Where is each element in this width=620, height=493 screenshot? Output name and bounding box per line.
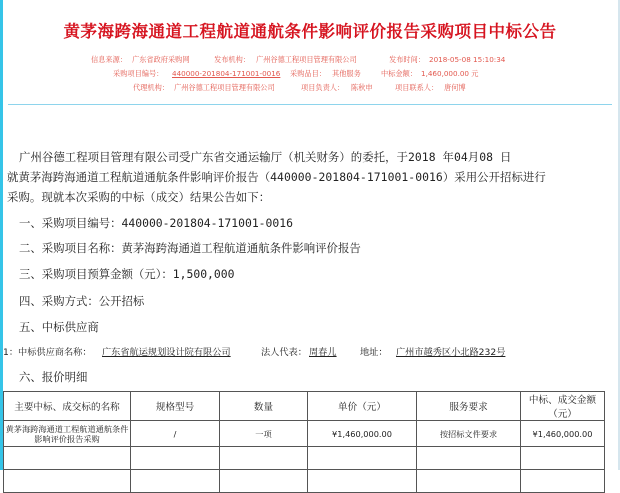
table-row — [4, 470, 605, 493]
col-header-service: 服务要求 — [417, 392, 521, 421]
table-cell: / — [131, 421, 220, 447]
agency-label: 代理机构： — [133, 83, 169, 92]
table-header-row — [4, 392, 605, 421]
table-cell: 黄茅海跨海通道工程航道通航条件影响评价报告采购 — [4, 421, 131, 447]
table-cell: 按招标文件要求 — [417, 421, 521, 447]
table-cell — [220, 447, 308, 470]
header-divider — [8, 104, 612, 105]
supplier-addr-label: 地址： — [360, 347, 388, 358]
item-quote-heading: 六、报价明细 — [19, 370, 88, 384]
supplier-rep: 周春儿 — [309, 347, 337, 358]
table-cell — [521, 470, 605, 493]
publisher-label: 发布机构： — [214, 55, 250, 64]
supplier-name-label: 1：中标供应商名称： — [3, 347, 92, 358]
table-cell — [131, 470, 220, 493]
publish-time-value: 2018-05-08 15:10:34 — [429, 55, 506, 64]
table-cell — [4, 447, 131, 470]
table-cell — [417, 470, 521, 493]
col-header-unit-price: 单价（元） — [308, 392, 417, 421]
table-row — [4, 447, 605, 470]
table-row — [4, 421, 605, 447]
col-header-spec: 规格型号 — [131, 392, 220, 421]
table-cell — [417, 447, 521, 470]
supplier-rep-label: 法人代表： — [261, 347, 307, 358]
table-cell — [4, 470, 131, 493]
manager-label: 项目负责人： — [301, 83, 345, 92]
agency-value: 广州谷德工程项目管理有限公司 — [174, 83, 275, 92]
amount-value: 1,460,000.00 元 — [421, 69, 479, 78]
supplier-addr: 广州市越秀区小北路232号 — [396, 347, 506, 358]
item-winner-heading: 五、中标供应商 — [19, 320, 99, 334]
item-budget: 三、采购项目预算金额（元）：1,500,000 — [19, 267, 235, 281]
item-method: 四、采购方式：公开招标 — [19, 294, 145, 308]
info-source-value: 广东省政府采购网 — [132, 55, 190, 64]
publish-time-label: 发布时间： — [389, 55, 425, 64]
info-source-label: 信息来源： — [91, 55, 127, 64]
table-cell — [220, 470, 308, 493]
page-title: 黄茅海跨海通道工程航道通航条件影响评价报告采购项目中标公告 — [63, 22, 557, 41]
col-header-qty: 数量 — [220, 392, 308, 421]
contact-value: 唐何博 — [444, 83, 466, 92]
table-cell: 一项 — [220, 421, 308, 447]
item-project-name: 二、采购项目名称：黄茅海跨海通道工程航道通航条件影响评价报告 — [19, 241, 361, 255]
category-label: 采购品目： — [290, 69, 326, 78]
table-cell — [131, 447, 220, 470]
manager-value: 陈秋申 — [351, 83, 373, 92]
col-header-item: 主要中标、成交标的名称 — [4, 392, 131, 421]
intro-line-1: 广州谷德工程项目管理有限公司受广东省交通运输厅（机关财务）的委托，于2018 年04月08 日 — [19, 150, 512, 164]
intro-line-3: 采购。现就本次采购的中标（成交）结果公告如下： — [7, 190, 271, 204]
table-cell: ¥1,460,000.00 — [308, 421, 417, 447]
col-header-amount: 中标、成交金额（元） — [521, 392, 605, 421]
amount-label: 中标金额： — [381, 69, 417, 78]
supplier-name: 广东省航运规划设计院有限公司 — [102, 347, 231, 358]
table-cell — [308, 470, 417, 493]
intro-line-2: 就黄茅海跨海通道工程航道通航条件影响评价报告（440000-201804-171001-0016）采用公开招标进行 — [7, 170, 546, 184]
item-project-no: 一、采购项目编号：440000-201804-171001-0016 — [19, 216, 293, 230]
project-no-label: 采购项目编号： — [113, 69, 164, 78]
table-cell — [308, 447, 417, 470]
category-value: 其他服务 — [332, 69, 361, 78]
project-no-link[interactable]: 440000-201804-171001-0016 — [172, 69, 281, 78]
publisher-value: 广州谷德工程项目管理有限公司 — [256, 55, 357, 64]
quote-table — [3, 391, 605, 493]
table-cell: ¥1,460,000.00 — [521, 421, 605, 447]
contact-label: 项目联系人： — [395, 83, 439, 92]
table-cell — [521, 447, 605, 470]
